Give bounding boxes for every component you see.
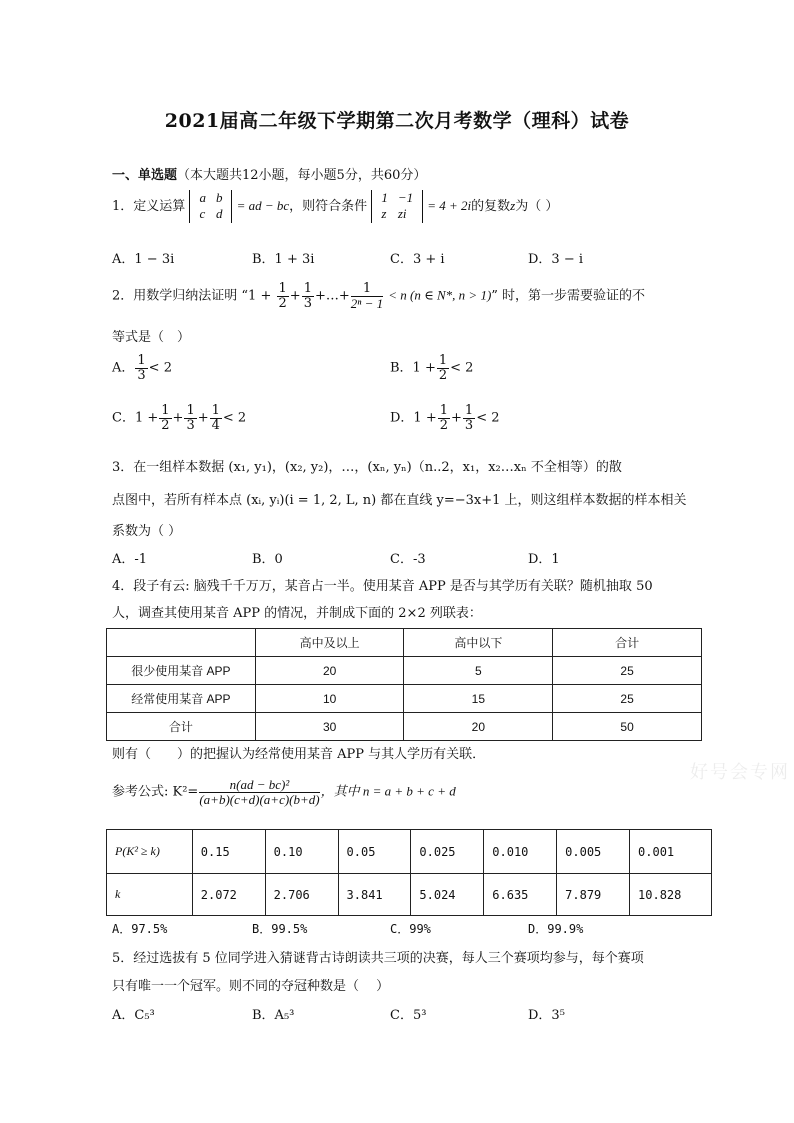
q1-definition: = ad − bc xyxy=(236,197,290,213)
q1-stem-mid: ，则符合条件 xyxy=(289,198,368,214)
frac xyxy=(184,404,196,432)
rest: < 2 xyxy=(476,410,500,426)
rest: < 2 xyxy=(222,410,247,426)
q3-option-c: C．-3 xyxy=(390,552,426,567)
header-cell: 合计 xyxy=(553,629,702,657)
p-value: 0.001 xyxy=(630,830,712,874)
q4-option-d: D．99.9% xyxy=(528,922,584,936)
den: 3 xyxy=(186,417,195,433)
q1-stem-post: 的复数 xyxy=(471,198,511,214)
table-cell: 很少使用某音 APP xyxy=(107,657,256,685)
det1-c: c xyxy=(199,206,206,222)
k-value: 7.879 xyxy=(557,874,630,916)
num: 1 xyxy=(186,403,195,418)
label: D．1 + xyxy=(390,410,437,426)
q1-option-a: A．1 − 3i xyxy=(112,252,175,267)
table-cell: 50 xyxy=(553,713,702,741)
q2-option-b xyxy=(390,354,473,382)
section-heading xyxy=(112,164,426,183)
den: 2 xyxy=(161,417,170,433)
num: 1 xyxy=(161,403,170,418)
section-heading-note: （本大题共12小题，每小题5分，共60分） xyxy=(177,168,427,183)
table-row xyxy=(107,685,702,713)
q1-stem-tail: 为（ ） xyxy=(515,198,559,214)
q2-option-d xyxy=(390,404,500,432)
frac xyxy=(463,404,475,432)
rest: < 2 xyxy=(450,360,474,376)
num: 1 xyxy=(211,403,220,418)
q5-line-2: 只有唯一一个冠军。则不同的夺冠种数是（ ） xyxy=(112,979,390,994)
q3-line-2: 点图中，若所有样本点 (xᵢ, yᵢ)(i = 1, 2, L, n) 都在直线 y=−3x+1 上，则这组样本数据的样本相关 xyxy=(112,493,687,508)
table-cell: 经常使用某音 APP xyxy=(107,685,256,713)
det2-zi: zi xyxy=(397,206,407,222)
q1-option-c: C．3 + i xyxy=(390,252,445,267)
header-cell: 高中以下 xyxy=(404,629,553,657)
det1-b: b xyxy=(215,190,223,205)
q5-option-c: C．5³ xyxy=(390,1008,427,1023)
label: C．1 + xyxy=(112,410,159,426)
header-cell xyxy=(107,629,256,657)
q2-line-2: 等式是（ ） xyxy=(112,330,191,345)
den: 2ⁿ − 1 xyxy=(350,295,384,311)
q2-stem-post: ” 时，第一步需要验证的不 xyxy=(491,288,646,304)
q3-option-b: B．0 xyxy=(252,552,283,567)
num: 1 xyxy=(464,403,474,418)
plus: + xyxy=(451,410,462,426)
table-cell: 20 xyxy=(404,713,553,741)
q4-option-c: C．99% xyxy=(390,922,431,936)
formula-tail: ，其中 n = a + b + c + d xyxy=(320,783,456,799)
q5-option-a: A．C₅³ xyxy=(112,1008,155,1023)
q1-number: 1． xyxy=(112,198,134,214)
det2-z: z xyxy=(381,206,387,222)
q3-option-d: D．1 xyxy=(528,552,560,567)
table-row xyxy=(107,657,702,685)
den: 4 xyxy=(211,417,220,433)
exam-title: 2021届高二年级下学期第二次月考数学（理科）试卷 xyxy=(164,110,630,132)
frac xyxy=(210,404,222,432)
table-cell: 10 xyxy=(255,685,404,713)
den: (a+b)(c+d)(a+c)(b+d) xyxy=(199,791,320,807)
num: 1 xyxy=(351,282,383,297)
q2-condition: < n (n ∈ N*, n > 1) xyxy=(388,287,492,303)
q3-option-a: A．-1 xyxy=(112,552,148,567)
frac xyxy=(438,404,450,432)
num: 1 xyxy=(303,281,312,296)
table-cell: 合计 xyxy=(107,713,256,741)
frac xyxy=(135,354,147,382)
table-cell: 25 xyxy=(553,657,702,685)
p-row xyxy=(107,830,712,874)
k-value: 5.024 xyxy=(411,874,484,916)
den: 2 xyxy=(278,295,287,311)
table-row xyxy=(107,713,702,741)
p-value: 0.010 xyxy=(484,830,557,874)
p-label: P(K² ≥ k) xyxy=(107,830,193,874)
q5-option-b: B．A₅³ xyxy=(252,1008,295,1023)
num: 1 xyxy=(278,281,287,296)
q2-frac-1-2 xyxy=(277,282,289,310)
plus: + xyxy=(197,410,209,426)
q4-option-b: B．99.5% xyxy=(252,922,308,936)
q1-determinant-condition xyxy=(371,190,423,223)
frac xyxy=(159,404,171,432)
question-1 xyxy=(112,190,558,223)
k-value: 2.706 xyxy=(265,874,338,916)
q2-frac-general xyxy=(351,282,383,310)
table-cell: 30 xyxy=(255,713,404,741)
formula-fraction xyxy=(199,778,319,806)
p-value: 0.15 xyxy=(192,830,265,874)
det1-a: a xyxy=(199,190,206,205)
formula-label: 参考公式: K²= xyxy=(112,784,199,800)
q4-formula xyxy=(112,778,456,806)
k-value: 3.841 xyxy=(338,874,411,916)
header-cell: 高中及以上 xyxy=(255,629,404,657)
rest: < 2 xyxy=(148,360,172,376)
num: 1 xyxy=(439,403,449,418)
question-2 xyxy=(112,282,645,310)
table-cell: 25 xyxy=(553,685,702,713)
section-heading-label: 一、单选题 xyxy=(112,168,178,183)
det1-d: d xyxy=(215,206,223,222)
label: A． xyxy=(112,360,135,376)
p-value: 0.025 xyxy=(411,830,484,874)
p-value: 0.10 xyxy=(265,830,338,874)
q2-stem-start: 用数学归纳法证明 “1 + xyxy=(133,288,272,304)
k-value: 2.072 xyxy=(192,874,265,916)
k-label: k xyxy=(107,874,193,916)
num: n(ad − bc)² xyxy=(199,778,319,793)
k-value: 6.635 xyxy=(484,874,557,916)
q4-line-2: 人，调查其使用某音 APP 的情况，并制成下面的 2×2 列联表： xyxy=(112,606,482,621)
plus: + xyxy=(172,410,184,426)
den: 2 xyxy=(438,367,448,383)
q1-stem-start: 定义运算 xyxy=(133,198,186,214)
table-cell: 15 xyxy=(404,685,553,713)
q5-option-d: D．3⁵ xyxy=(528,1008,565,1023)
q1-condition: = 4 + 2i xyxy=(427,197,472,213)
num: 1 xyxy=(438,353,448,368)
q4-option-a: A．97.5% xyxy=(112,922,168,936)
q4-line-1: 4．段子有云: 脑残千千万万，某音占一半。使用某音 APP 是否与其学历有关联？随机抽取 50 xyxy=(112,579,653,594)
table-cell: 5 xyxy=(404,657,553,685)
q2-frac-1-3 xyxy=(302,282,314,310)
den: 3 xyxy=(464,417,474,433)
det2-minus1: −1 xyxy=(397,190,414,205)
q3-line-3: 系数为（ ） xyxy=(112,524,182,539)
den: 3 xyxy=(137,367,146,383)
den: 3 xyxy=(303,295,312,311)
q3-line-1: 3．在一组样本数据 (x₁, y₁)，(x₂, y₂)，…，(xₙ, yₙ)（n..2，x₁，x₂…xₙ 不全相等）的散 xyxy=(112,460,622,475)
label: B．1 + xyxy=(390,360,436,376)
p-value: 0.05 xyxy=(338,830,411,874)
q2-option-a xyxy=(112,354,172,382)
q1-option-d: D．3 − i xyxy=(528,252,584,267)
k-row xyxy=(107,874,712,916)
watermark: 好号会专网 xyxy=(690,762,790,783)
table-cell: 20 xyxy=(255,657,404,685)
table-header-row xyxy=(107,629,702,657)
p-value: 0.005 xyxy=(557,830,630,874)
q2-number: 2． xyxy=(112,288,134,304)
q2-option-c xyxy=(112,404,246,432)
den: 2 xyxy=(439,417,449,433)
q2-dots: +…+ xyxy=(314,288,350,304)
q1-variable: z xyxy=(510,197,516,213)
contingency-table xyxy=(106,628,702,741)
det2-1: 1 xyxy=(381,190,388,205)
q4-question-line: 则有（ ）的把握认为经常使用某音 APP 与其人学历有关联． xyxy=(112,747,486,762)
q1-option-b: B．1 + 3i xyxy=(252,252,315,267)
q5-line-1: 5．经过选拔有 5 位同学进入猜谜背古诗朗读共三项的决赛，每人三个赛项均参与，每个赛项 xyxy=(112,951,644,966)
frac xyxy=(437,354,449,382)
num: 1 xyxy=(137,353,146,368)
critical-value-table xyxy=(106,829,712,916)
k-value: 10.828 xyxy=(630,874,712,916)
q1-determinant-ab-cd xyxy=(189,190,232,223)
plus: + xyxy=(289,288,301,304)
